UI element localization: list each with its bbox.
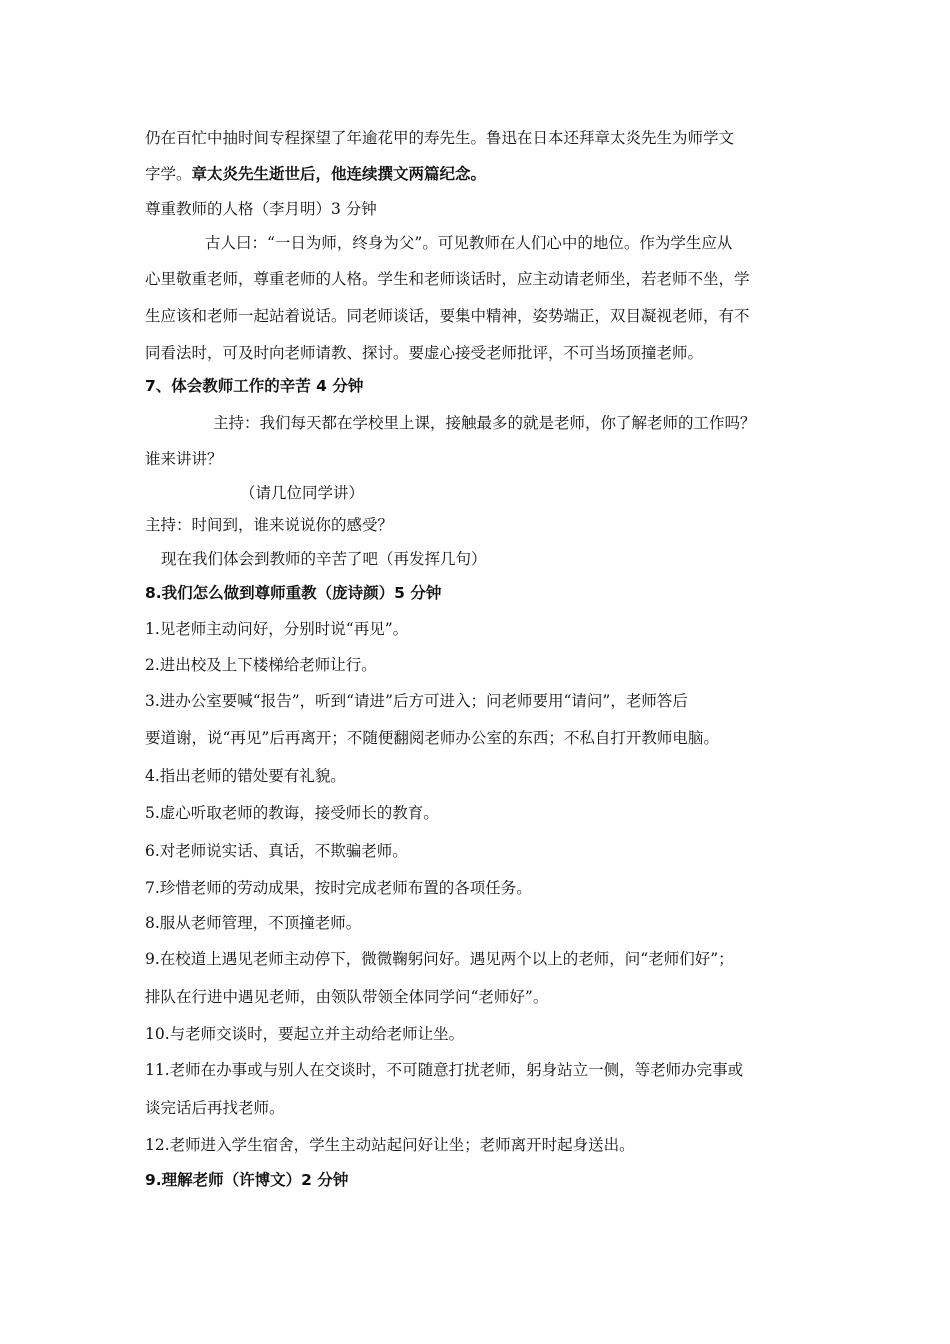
list-item: 8.服从老师管理，不顶撞老师。 — [145, 914, 362, 932]
section-7-heading: 7、体会教师工作的辛苦 4 分钟 — [145, 377, 364, 395]
list-item: 4.指出老师的错处要有礼貌。 — [145, 767, 346, 785]
list-item: 7.珍惜老师的劳动成果，按时完成老师布置的各项任务。 — [145, 879, 532, 897]
paragraph-line: 仍在百忙中抽时间专程探望了年逾花甲的寿先生。鲁迅在日本还拜章太炎先生为师学文 — [145, 129, 735, 147]
paragraph-line: 古人曰：“一日为师，终身为父”。可见教师在人们心中的地位。作为学生应从 — [205, 234, 733, 252]
paragraph-line: 同看法时，可及时向老师请教、探讨。要虚心接受老师批评，不可当场顶撞老师。 — [145, 344, 704, 362]
paragraph-line: 主持：我们每天都在学校里上课，接触最多的就是老师，你了解老师的工作吗？ — [213, 414, 756, 432]
paragraph-line: 生应该和老师一起站着说话。同老师谈话，要集中精神，姿势端正，双目凝视老师，有不 — [145, 307, 750, 325]
paragraph-line: 心里敬重老师，尊重老师的人格。学生和老师谈话时，应主动请老师坐，若老师不坐，学 — [145, 270, 750, 288]
paragraph-text: 字学。 — [145, 165, 192, 183]
note-line: （请几位同学讲） — [240, 484, 365, 502]
section-9-heading: 9.理解老师（许博文）2 分钟 — [145, 1171, 349, 1189]
list-item: 5.虚心听取老师的教诲，接受师长的教育。 — [145, 804, 439, 822]
section-8-heading: 8.我们怎么做到尊师重教（庞诗颜）5 分钟 — [145, 584, 442, 602]
list-item: 11.老师在办事或与别人在交谈时，不可随意打扰老师，躬身站立一侧，等老师办完事或 — [145, 1061, 744, 1079]
paragraph-line: 现在我们体会到教师的辛苦了吧（再发挥几句） — [161, 550, 487, 568]
list-item: 排队在行进中遇见老师，由领队带领全体同学问“老师好”。 — [145, 988, 549, 1006]
list-item: 3.进办公室要喊“报告”，听到“请进”后方可进入；问老师要用“请问”，老师答后 — [145, 692, 688, 710]
list-item: 要道谢，说“再见”后再离开；不随便翻阅老师办公室的东西；不私自打开教师电脑。 — [145, 729, 719, 747]
list-item: 2.进出校及上下楼梯给老师让行。 — [145, 656, 377, 674]
paragraph-line: 主持：时间到，谁来说说你的感受？ — [145, 516, 394, 534]
list-item: 9.在校道上遇见老师主动停下，微微鞠躬问好。遇见两个以上的老师，问“老师们好”； — [145, 950, 734, 968]
list-item: 6.对老师说实话、真话，不欺骗老师。 — [145, 842, 408, 860]
list-item: 12.老师进入学生宿舍，学生主动站起问好让坐；老师离开时起身送出。 — [145, 1136, 635, 1154]
paragraph-line: 谁来讲讲？ — [145, 450, 223, 468]
list-item: 10.与老师交谈时，要起立并主动给老师让坐。 — [145, 1025, 465, 1043]
paragraph-line — [145, 164, 486, 184]
bold-text: 章太炎先生逝世后，他连续撰文两篇纪念。 — [191, 165, 487, 183]
section-heading: 尊重教师的人格（李月明）3 分钟 — [145, 200, 377, 218]
list-item: 1.见老师主动问好，分别时说“再见”。 — [145, 620, 409, 638]
list-item: 谈完话后再找老师。 — [145, 1099, 285, 1117]
